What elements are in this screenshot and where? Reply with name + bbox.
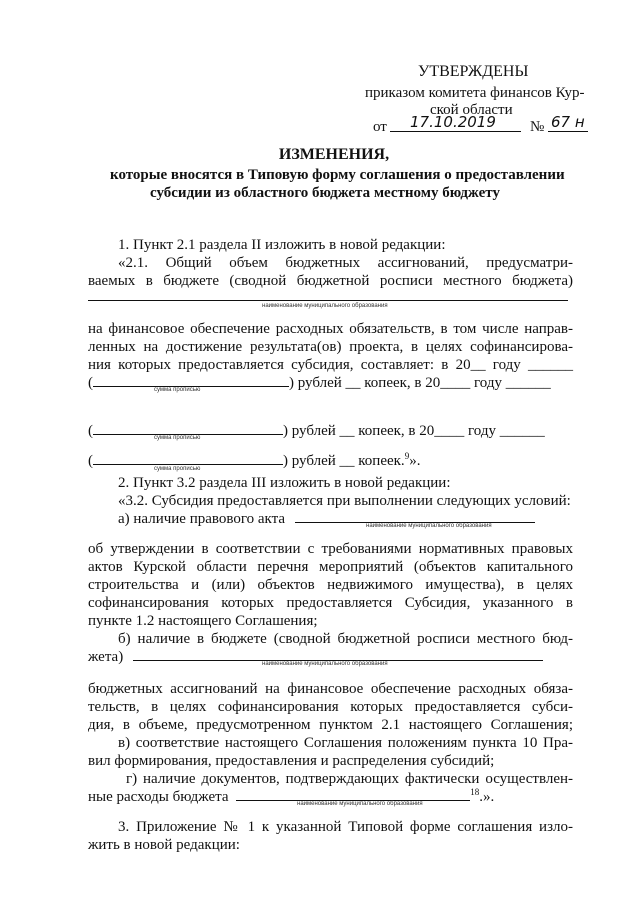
p2-a: а) наличие правового акта (118, 510, 535, 528)
p1-line3: на финансовое обеспечение расходных обязательств, в том числе направ- (88, 321, 573, 337)
doc-title: ИЗМЕНЕНИЯ, (278, 146, 390, 163)
p2-intro: 2. Пункт 3.2 раздела III изложить в новой редакции: (118, 475, 451, 491)
p1-row1: ( ) рублей __ копеек, в 20____ году ______ (88, 375, 551, 391)
p2-b1: б) наличие в бюджете (сводной бюджетной росписи местного бюд- (118, 631, 573, 647)
approval-line1: приказом комитета финансов Кур- (365, 85, 585, 101)
p1-line2: ваемых в бюджете (сводной бюджетной росписи местного бюджета) (88, 273, 573, 289)
p2-line7: бюджетных ассигнований на финансовое обеспечение расходных обяза- (88, 681, 573, 697)
p2-line3: актов Курской области перечня мероприятий (объектов капитального (88, 559, 573, 575)
approval-from: от (373, 119, 387, 135)
p1-caption-sum-2: сумма прописью (154, 435, 201, 441)
p1-caption-sum-3: сумма прописью (154, 466, 201, 472)
p1-line1: «2.1. Общий объем бюджетных ассигнований, предусматри- (118, 255, 573, 271)
approval-date: 17.10.2019 (410, 113, 496, 131)
p2-line2: об утверждении в соответствии с требованиями нормативных правовых (88, 541, 573, 557)
p3-line1: 3. Приложение № 1 к указанной Типовой форме соглашения изло- (118, 819, 573, 835)
approval-num: 67 н (551, 113, 585, 131)
approval-line2: ской области (430, 102, 513, 118)
p1-blank-mun (88, 300, 568, 301)
p1-caption-sum-1: сумма прописью (154, 387, 201, 393)
p2-v2: вил формирования, предоставления и распределения субсидий; (88, 753, 495, 769)
approval-num-sign: № (530, 119, 545, 135)
doc-subtitle-1: которые вносятся в Типовую форму соглашения о предоставлении (110, 167, 565, 183)
p2-line5: софинансирования которых предоставляется Субсидия, указанного в (88, 595, 573, 611)
p2-caption-mun-g: наименование муниципального образования (297, 801, 423, 807)
p2-line9: дия, в объеме, предусмотренном пунктом 2.1 настоящего Соглашения; (88, 717, 573, 733)
num-underline (548, 131, 588, 132)
p1-intro: 1. Пункт 2.1 раздела II изложить в новой редакции: (118, 237, 446, 253)
p1-row2: ( ) рублей __ копеек, в 20____ году ______ (88, 423, 545, 439)
p2-g1: г) наличие документов, подтверждающих фактически осуществлен- (126, 771, 573, 787)
p2-caption-mun-a: наименование муниципального образования (366, 523, 492, 529)
p1-line4: ленных на достижение результата(ов) проекта, в целях софинансирова- (88, 339, 573, 355)
p1-line5: ния которых предоставляется субсидия, составляет: в 20__ году ______ (88, 357, 573, 373)
p2-v1: в) соответствие настоящего Соглашения положениям пункта 10 Пра- (118, 735, 573, 751)
p2-line6: пункте 1.2 настоящего Соглашения; (88, 613, 318, 629)
p2-line1: «3.2. Субсидия предоставляется при выполнении следующих условий: (118, 493, 571, 509)
approval-title: УТВЕРЖДЕНЫ (418, 63, 529, 80)
p2-b2: жета) (88, 648, 543, 666)
date-underline (390, 131, 521, 132)
p1-row3: ( ) рублей __ копеек.$^9$». (88, 451, 421, 469)
p3-line2: жить в новой редакции: (88, 837, 240, 853)
p2-caption-mun-b: наименование муниципального образования (262, 661, 388, 667)
p1-caption-mun: наименование муниципального образования (262, 303, 388, 309)
p2-g2: ные расходы бюджета $^{18}$.». (88, 787, 495, 805)
doc-subtitle-2: субсидии из областного бюджета местному бюджету (150, 185, 500, 201)
p2-line4: строительства и (или) объектов недвижимого имущества), в целях (88, 577, 573, 593)
p2-line8: тельств, в целях софинансирования которых предоставляется субси- (88, 699, 573, 715)
